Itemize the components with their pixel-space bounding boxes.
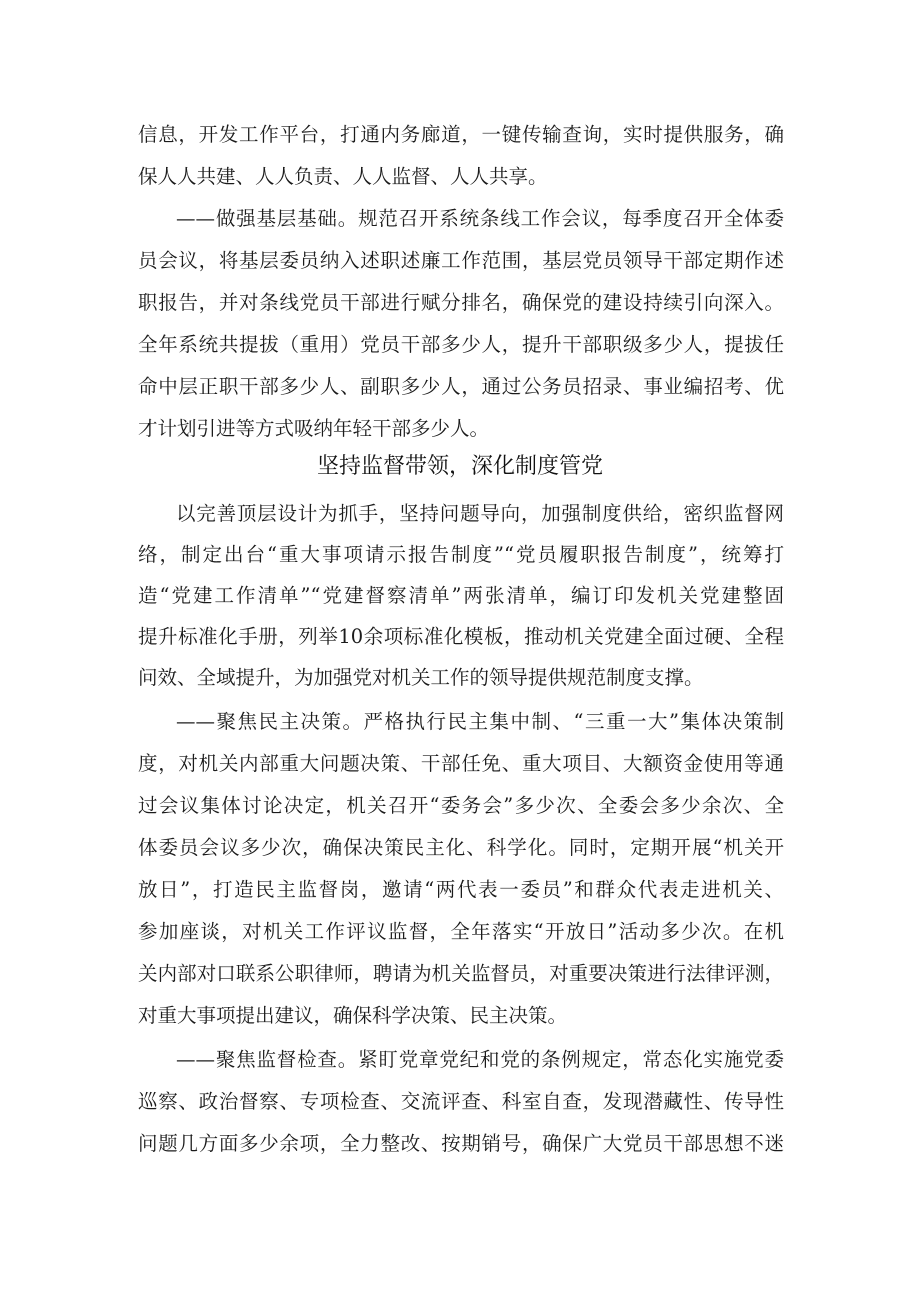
paragraph-2-line-4: 全年系统共提拔（重用）党员干部多少人，提升干部职级多少人，提拔任 (138, 333, 784, 356)
paragraph-4-line-4: 体委员会议多少次，确保决策民主化、科学化。同时，定期开展“机关开 (138, 836, 784, 859)
paragraph-4-line-1: ——聚焦民主决策。严格执行民主集中制、“三重一大”集体决策制 (176, 710, 784, 733)
paragraph-5-line-3: 问题几方面多少余项，全力整改、按期销号，确保广大党员干部思想不迷 (138, 1132, 784, 1155)
paragraph-3-line-1: 以完善顶层设计为抓手，坚持问题导向，加强制度供给，密织监督网 (176, 502, 784, 525)
paragraph-4-line-7: 关内部对口联系公职律师，聘请为机关监督员，对重要决策进行法律评测， (138, 962, 784, 985)
paragraph-5-line-2: 巡察、政治督察、专项检查、交流评查、科室自查，发现潜藏性、传导性 (138, 1090, 784, 1113)
section-heading: 坚持监督带领，深化制度管党 (316, 454, 603, 479)
paragraph-3-line-5: 问效、全域提升，为加强党对机关工作的领导提供规范制度支撑。 (138, 666, 704, 689)
paragraph-5-line-1: ——聚焦监督检查。紧盯党章党纪和党的条例规定，常态化实施党委 (176, 1048, 784, 1071)
paragraph-3-line-2: 络，制定出台“重大事项请示报告制度”“党员履职报告制度”，统筹打 (138, 543, 784, 566)
paragraph-4-line-3: 过会议集体讨论决定，机关召开“委务会”多少次、全委会多少余次、全 (138, 794, 784, 817)
paragraph-2-line-6: 才计划引进等方式吸纳年轻干部多少人。 (138, 417, 490, 440)
paragraph-2-line-3: 职报告，并对条线党员干部进行赋分排名，确保党的建设持续引向深入。 (138, 291, 784, 314)
paragraph-3-line-3: 造“党建工作清单”“党建督察清单”两张清单，编订印发机关党建整固 (138, 584, 784, 607)
paragraph-1-line-1: 信息，开发工作平台，打通内务廊道，一键传输查询，实时提供服务，确 (138, 123, 784, 146)
paragraph-2-line-5: 命中层正职干部多少人、副职多少人，通过公务员招录、事业编招考、优 (138, 375, 784, 398)
paragraph-2-line-2: 员会议，将基层委员纳入述职述廉工作范围，基层党员领导干部定期作述 (138, 249, 784, 272)
paragraph-4-line-8: 对重大事项提出建议，确保科学决策、民主决策。 (138, 1004, 568, 1027)
paragraph-4-line-5: 放日”，打造民主监督岗，邀请“两代表一委员”和群众代表走进机关、 (138, 878, 784, 901)
paragraph-2-line-1: ——做强基层基础。规范召开系统条线工作会议，每季度召开全体委 (176, 207, 784, 230)
paragraph-4-line-2: 度，对机关内部重大问题决策、干部任免、重大项目、大额资金使用等通 (138, 752, 784, 775)
paragraph-3-line-4: 提升标准化手册，列举10余项标准化模板，推动机关党建全面过硬、全程 (138, 625, 784, 648)
paragraph-1-line-2: 保人人共建、人人负责、人人监督、人人共享。 (138, 165, 548, 188)
paragraph-4-line-6: 参加座谈，对机关工作评议监督，全年落实“开放日”活动多少次。在机 (138, 920, 784, 943)
